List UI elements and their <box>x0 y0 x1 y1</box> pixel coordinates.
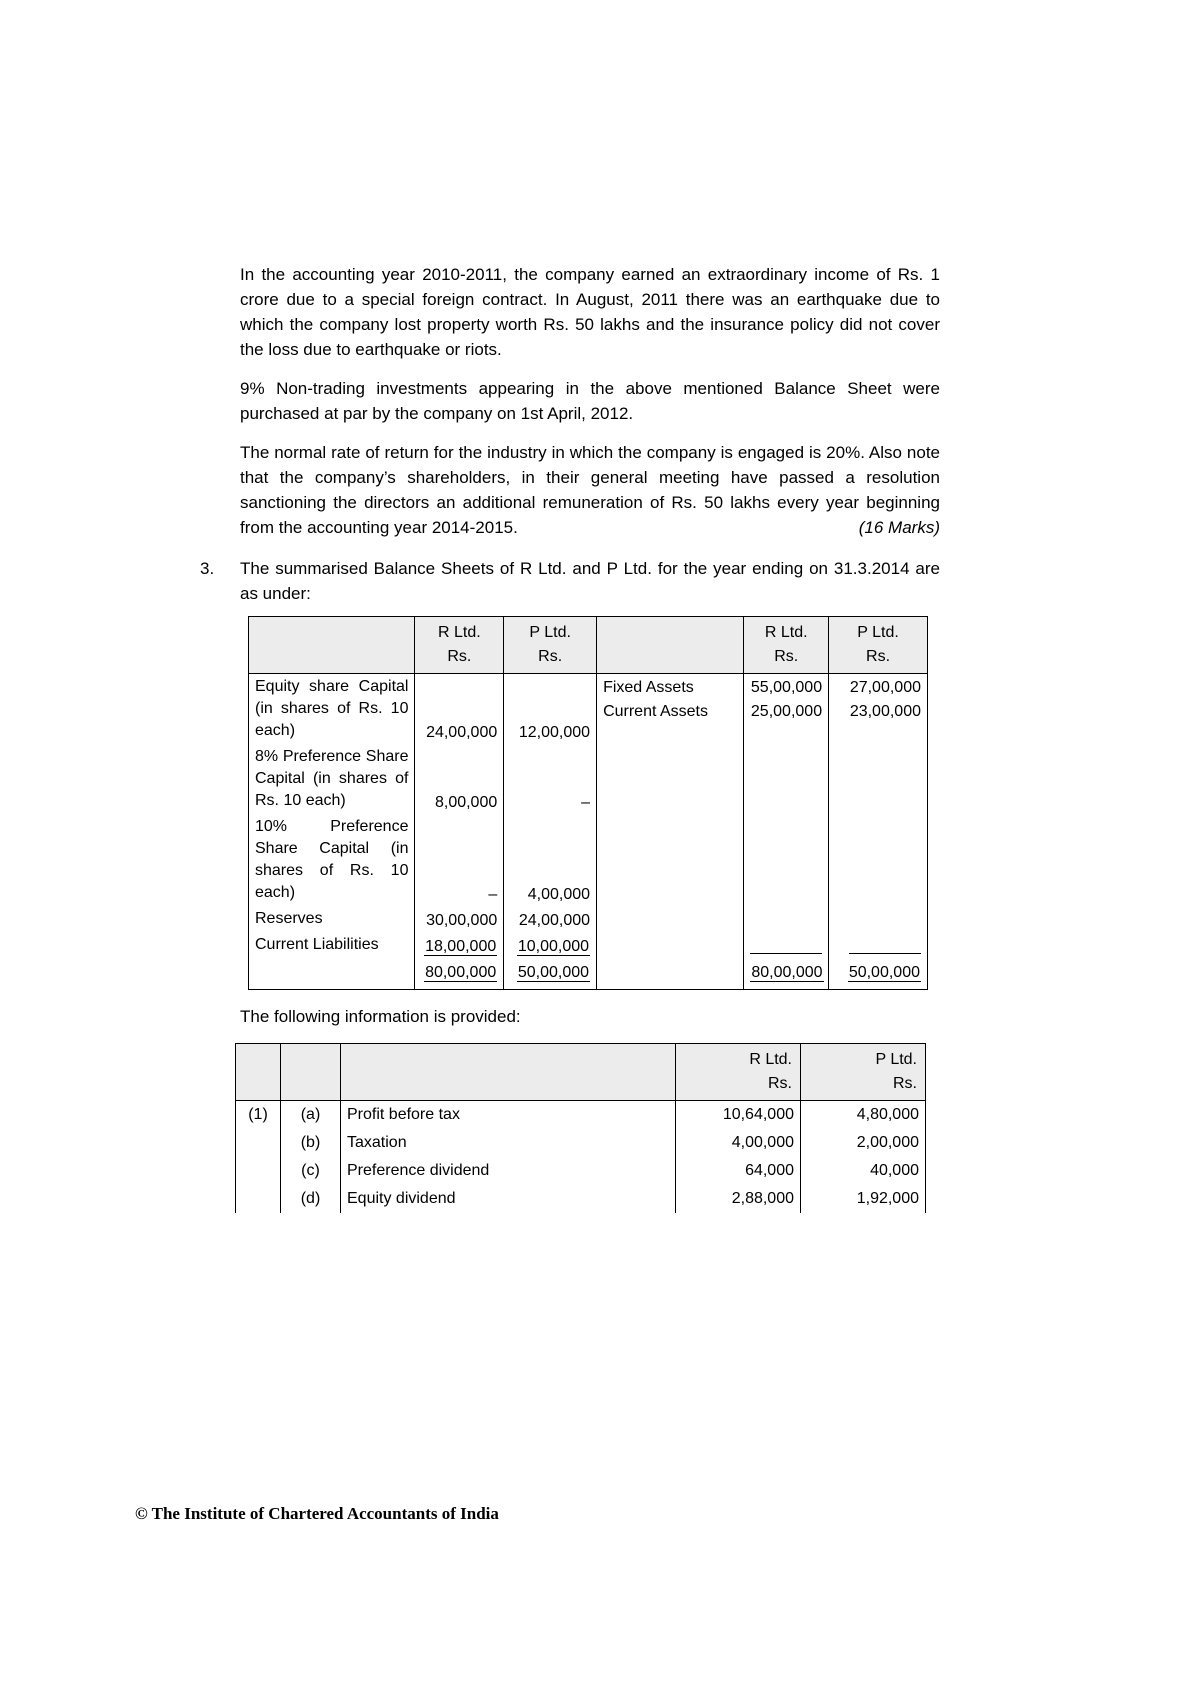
total-label-blank <box>249 958 415 990</box>
balance-sheet-header-row <box>249 617 928 674</box>
info-row <box>236 1101 926 1130</box>
bs-col-r-ltd: R Ltd. <box>764 624 808 641</box>
info-value-p: 1,92,000 <box>801 1185 926 1213</box>
liability-amount: 12,00,000 <box>518 724 591 741</box>
marks-label: (16 Marks) <box>858 518 940 537</box>
total-amount: 50,00,000 <box>848 964 920 981</box>
page-content <box>200 262 940 1213</box>
liabilities-total-p <box>504 958 597 990</box>
info-item-letter: (d) <box>281 1185 341 1213</box>
liability-amount: 24,00,000 <box>426 724 498 741</box>
information-table-body <box>236 1101 926 1214</box>
liability-amount: 24,00,000 <box>518 912 591 929</box>
liability-label: Equity share Capital (in shares of Rs. 10 each) <box>249 674 415 745</box>
liability-value-p <box>504 932 597 958</box>
paragraph-extraordinary-income: In the accounting year 2010-2011, the company earned an extraordinary income of Rs. 1 crore due to a special foreign contract. In August, 2011 there was an earthquake due to which the company lost property worth Rs. 50 lakhs and the insurance policy did not cover the loss due to earthquake or riots. <box>240 265 940 359</box>
info-item-label: Preference dividend <box>341 1157 676 1185</box>
assets-total-r <box>744 958 829 990</box>
liability-label: Reserves <box>249 906 415 932</box>
bs-col-rs: Rs. <box>866 648 891 665</box>
liability-value-p <box>504 674 597 745</box>
info-intro: The following information is provided: <box>240 1007 521 1026</box>
liability-amount: – <box>488 886 498 903</box>
info-item-label: Equity dividend <box>341 1185 676 1213</box>
info-item-letter: (c) <box>281 1157 341 1185</box>
information-table <box>235 1043 926 1213</box>
bs-header-blank-mid <box>597 617 744 674</box>
info-value-r: 64,000 <box>676 1157 801 1185</box>
bs-col-rs: Rs. <box>774 648 799 665</box>
asset-amount-p: 27,00,000 <box>849 679 921 696</box>
asset-amount-p: 23,00,000 <box>849 703 921 720</box>
info-value-r: 10,64,000 <box>676 1101 801 1130</box>
balance-sheet-table <box>248 616 928 990</box>
info-header-p-ltd <box>801 1044 926 1101</box>
balance-sheet-total-row <box>249 958 928 990</box>
paragraph-normal-rate-of-return <box>240 440 940 540</box>
info-header-row <box>236 1044 926 1101</box>
info-col-p-ltd: P Ltd. <box>875 1051 917 1068</box>
liability-value-p <box>504 814 597 906</box>
liability-value-p <box>504 744 597 814</box>
liabilities-total-r <box>415 958 504 990</box>
liability-label: 8% Preference Share Capital (in shares of Rs. 10 each) <box>249 744 415 814</box>
liability-value-r <box>415 906 504 932</box>
asset-label: Current Assets <box>603 703 708 720</box>
info-row <box>236 1157 926 1185</box>
bs-col-p-ltd: P Ltd. <box>857 624 899 641</box>
asset-amount-r: 55,00,000 <box>750 679 823 696</box>
info-item-number <box>236 1129 281 1157</box>
liability-value-r <box>415 814 504 906</box>
bs-col-rs: Rs. <box>538 648 563 665</box>
info-col-rs: Rs. <box>893 1075 917 1092</box>
blank-underline <box>849 953 921 954</box>
blank-underline <box>750 953 822 954</box>
liability-amount: 10,00,000 <box>517 938 590 955</box>
liability-amount: 18,00,000 <box>425 938 497 955</box>
question-text: The summarised Balance Sheets of R Ltd. and P Ltd. for the year ending on 31.3.2014 are as under: <box>240 559 940 603</box>
assets-value-r-cell <box>744 674 829 959</box>
copyright-footer: © The Institute of Chartered Accountants of India <box>135 1504 499 1523</box>
info-item-letter: (a) <box>281 1101 341 1130</box>
total-amount: 80,00,000 <box>425 964 497 981</box>
liability-amount: 4,00,000 <box>527 886 591 903</box>
info-item-letter: (b) <box>281 1129 341 1157</box>
paragraph-non-trading-investments: 9% Non-trading investments appearing in the above mentioned Balance Sheet were purchased at par by the company on 1st April, 2012. <box>240 379 940 423</box>
bs-header-r-ltd-right <box>744 617 829 674</box>
balance-sheet-body <box>249 674 928 990</box>
asset-amount-r: 25,00,000 <box>750 703 823 720</box>
info-value-p: 40,000 <box>801 1157 926 1185</box>
info-item-number <box>236 1185 281 1213</box>
info-item-number: (1) <box>236 1101 281 1130</box>
assets-total-p <box>829 958 928 990</box>
info-item-number <box>236 1157 281 1185</box>
info-header-blank-2 <box>281 1044 341 1101</box>
liability-value-r <box>415 744 504 814</box>
bs-header-blank-left <box>249 617 415 674</box>
info-row <box>236 1129 926 1157</box>
total-amount: 80,00,000 <box>751 964 823 981</box>
liability-row <box>249 674 928 745</box>
liability-label: 10% Preference Share Capital (in shares of Rs. 10 each) <box>249 814 415 906</box>
info-item-label: Taxation <box>341 1129 676 1157</box>
info-col-rs: Rs. <box>768 1075 792 1092</box>
bs-header-p-ltd-right <box>829 617 928 674</box>
liability-amount: 8,00,000 <box>434 794 498 811</box>
bs-col-p-ltd: P Ltd. <box>529 624 571 641</box>
liability-amount: – <box>581 794 591 811</box>
bs-col-r-ltd: R Ltd. <box>438 624 481 641</box>
info-header-r-ltd <box>676 1044 801 1101</box>
liability-value-r <box>415 932 504 958</box>
info-item-label: Profit before tax <box>341 1101 676 1130</box>
paragraph-text: The normal rate of return for the industry in which the company is engaged is 20%. Also note that the company’s shareholders, in their general meeting have passed a resolution sanctioning the directors an additional remuneration of Rs. 50 lakhs every year beginning from the accounting year 2014-2015. <box>240 443 940 537</box>
liability-value-p <box>504 906 597 932</box>
info-value-p: 2,00,000 <box>801 1129 926 1157</box>
total-amount: 50,00,000 <box>517 964 590 981</box>
liability-value-r <box>415 674 504 745</box>
question-number: 3. <box>200 559 215 578</box>
info-header-blank-3 <box>341 1044 676 1101</box>
info-header-blank-1 <box>236 1044 281 1101</box>
info-value-r: 2,88,000 <box>676 1185 801 1213</box>
info-col-r-ltd: R Ltd. <box>749 1051 792 1068</box>
info-value-r: 4,00,000 <box>676 1129 801 1157</box>
liability-amount: 30,00,000 <box>426 912 498 929</box>
assets-label-cell <box>597 674 744 959</box>
bs-col-rs: Rs. <box>447 648 472 665</box>
liability-label: Current Liabilities <box>249 932 415 958</box>
assets-total-label-blank <box>597 958 744 990</box>
question-3 <box>200 556 940 606</box>
assets-value-p-cell <box>829 674 928 959</box>
bs-header-r-ltd-left <box>415 617 504 674</box>
bs-header-p-ltd-left <box>504 617 597 674</box>
info-row <box>236 1185 926 1213</box>
info-value-p: 4,80,000 <box>801 1101 926 1130</box>
asset-label: Fixed Assets <box>603 679 694 696</box>
